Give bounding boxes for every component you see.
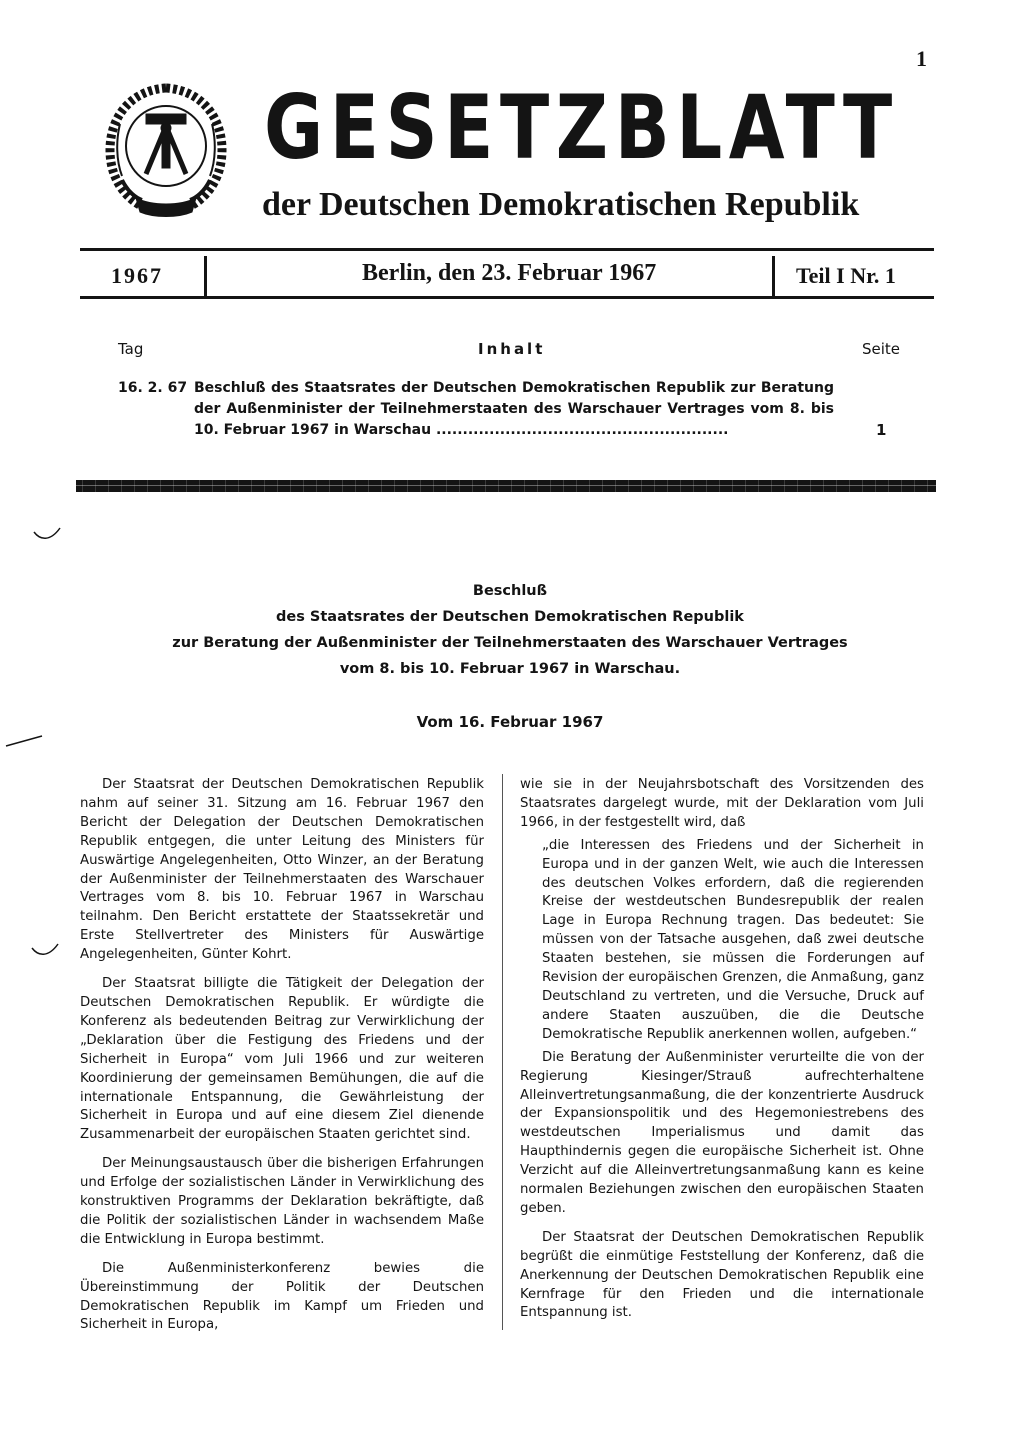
body-paragraph: Die Außenministerkonferenz bewies die Übereinstimmung der Politik der Deutschen Demokratischen Republik im Kampf um Frieden und Sicherheit in Europa, — [80, 1260, 484, 1333]
toc-col-day: Tag — [118, 340, 144, 358]
page-number: 1 — [916, 46, 927, 71]
decision-heading-line: Beschluß — [472, 583, 548, 599]
issue-date: Berlin, den 23. Februar 1967 — [362, 260, 657, 286]
toc-entry-date: 16. 2. 67 — [118, 380, 188, 396]
masthead-title: GESETZBLATT — [264, 76, 899, 179]
gdr-emblem-icon — [102, 80, 230, 220]
decision-date: Vom 16. Februar 1967 — [416, 713, 604, 731]
body-paragraph: wie sie in der Neujahrsbotschaft des Vorsitzenden des Staatsrates dargelegt wurde, mit der Deklaration vom Juli 1966, in der festgestellt wird, daß — [520, 777, 924, 830]
body-column-right — [520, 776, 924, 1333]
issue-divider — [772, 256, 775, 296]
header-rule-bottom — [80, 296, 934, 299]
margin-tick-icon — [30, 520, 70, 550]
toc-entry-title: Beschluß des Staatsrates der Deutschen Demokratischen Republik zur Beratung der Außenminister der Teilnehmerstaaten des Warschauer Vertrages vom 8. bis 10. Februar 1967 in Warschau ....................................................... — [194, 380, 834, 438]
body-paragraph: Der Staatsrat der Deutschen Demokratischen Republik begrüßt die einmütige Feststellung der Konferenz, daß die Anerkennung der Deutschen Demokratischen Republik eine Kernfrage für den Frieden und die internationale Entspannung ist. — [520, 1229, 924, 1321]
masthead-subtitle: der Deutschen Demokratischen Republik — [262, 186, 860, 223]
issue-year: 1967 — [111, 263, 163, 288]
decision-heading — [100, 578, 920, 682]
issue-divider — [204, 256, 207, 296]
issue-part: Teil I Nr. 1 — [796, 263, 896, 288]
body-quote: „die Interessen des Friedens und der Sicherheit in Europa und in der ganzen Welt, wie auch die Interessen des deutschen Volkes erfordern, daß die regierenden Kreise der westdeutschen Bundesrepublik der realen Lage in Europa Rechnung tragen. Das bedeutet: Sie müssen von der Tatsache ausgehen, daß zwei deutsche Staaten bestehen, sie müssen die Forderungen auf Revision der europäischen Grenzen, die Anmaßung, ganz Deutschland zu vertreten, und die Versuche, Druck auf andere Staaten auszuüben, die die Deutsche Demokratische Republik anerkennen wollen, aufgeben.“ — [542, 837, 924, 1042]
column-divider — [502, 774, 503, 1330]
decision-heading-line: zur Beratung der Außenminister der Teilnehmerstaaten des Warschauer Vertrages — [172, 635, 848, 651]
header-rule-top — [80, 248, 934, 251]
body-paragraph: Der Staatsrat der Deutschen Demokratischen Republik nahm auf seiner 31. Sitzung am 16. Februar 1967 den Bericht der Delegation der Deutschen Demokratischen Republik entgegen, die unter Leitung des Ministers für Auswärtige Angelegenheiten, Otto Winzer, an der Beratung der Außenminister der Teilnehmerstaaten des Warschauer Vertrages vom 8. bis 10. Februar 1967 in Warschau teilnahm. Den Bericht erstattete der Staatssekretär und Erste Stellvertreter des Ministers für Auswärtige Angelegenheiten, Günter Kohrt. — [80, 777, 484, 963]
toc-entry-page: 1 — [876, 421, 887, 439]
toc-col-page: Seite — [862, 340, 901, 358]
body-paragraph: Die Beratung der Außenminister verurteilte die von der Regierung Kiesinger/Strauß aufrechterhaltene Alleinvertretungsanmaßung, die der konzentrierte Ausdruck der Expansionspolitik und des Hegemoniestrebens des westdeutschen Imperialismus und damit das Haupthindernis gegen die europäische Sicherheit ist. Ohne Verzicht auf die Alleinvertretungsanmaßung kann es keine normalen Beziehungen zwischen den europäischen Staaten geben. — [520, 1049, 924, 1216]
toc-col-content: Inhalt — [478, 340, 546, 358]
section-divider — [76, 480, 936, 492]
body-paragraph: Der Staatsrat billigte die Tätigkeit der Delegation der Deutschen Demokratischen Republik. Er würdigte die Konferenz als bedeutenden Beitrag zur Verwirklichung der „Deklaration über die Festigung des Friedens und der Sicherheit in Europa“ vom Juli 1966 und zur weiteren Koordinierung der gemeinsamen Bemühungen, die auf die internationale Entspannung, die Gewährleistung der Sicherheit in Europa und auf eine diesem Ziel dienende Zusammenarbeit der europäischen Staaten gerichtet sind. — [80, 976, 484, 1143]
body-paragraph: Der Meinungsaustausch über die bisherigen Erfahrungen und Erfolge der sozialistischen Länder in Verwirklichung des konstruktiven Programms der Deklaration bekräftigte, daß die Politik der sozialistischen Länder in wachsendem Maße die Entwicklung in Europa bestimmt. — [80, 1156, 484, 1247]
decision-heading-line: des Staatsrates der Deutschen Demokratischen Republik — [276, 609, 744, 625]
body-column-left — [80, 776, 484, 1345]
margin-stroke-icon — [4, 728, 44, 758]
decision-heading-line: vom 8. bis 10. Februar 1967 in Warschau. — [339, 661, 681, 677]
issue-line — [80, 256, 934, 296]
margin-tick-icon — [28, 938, 68, 968]
